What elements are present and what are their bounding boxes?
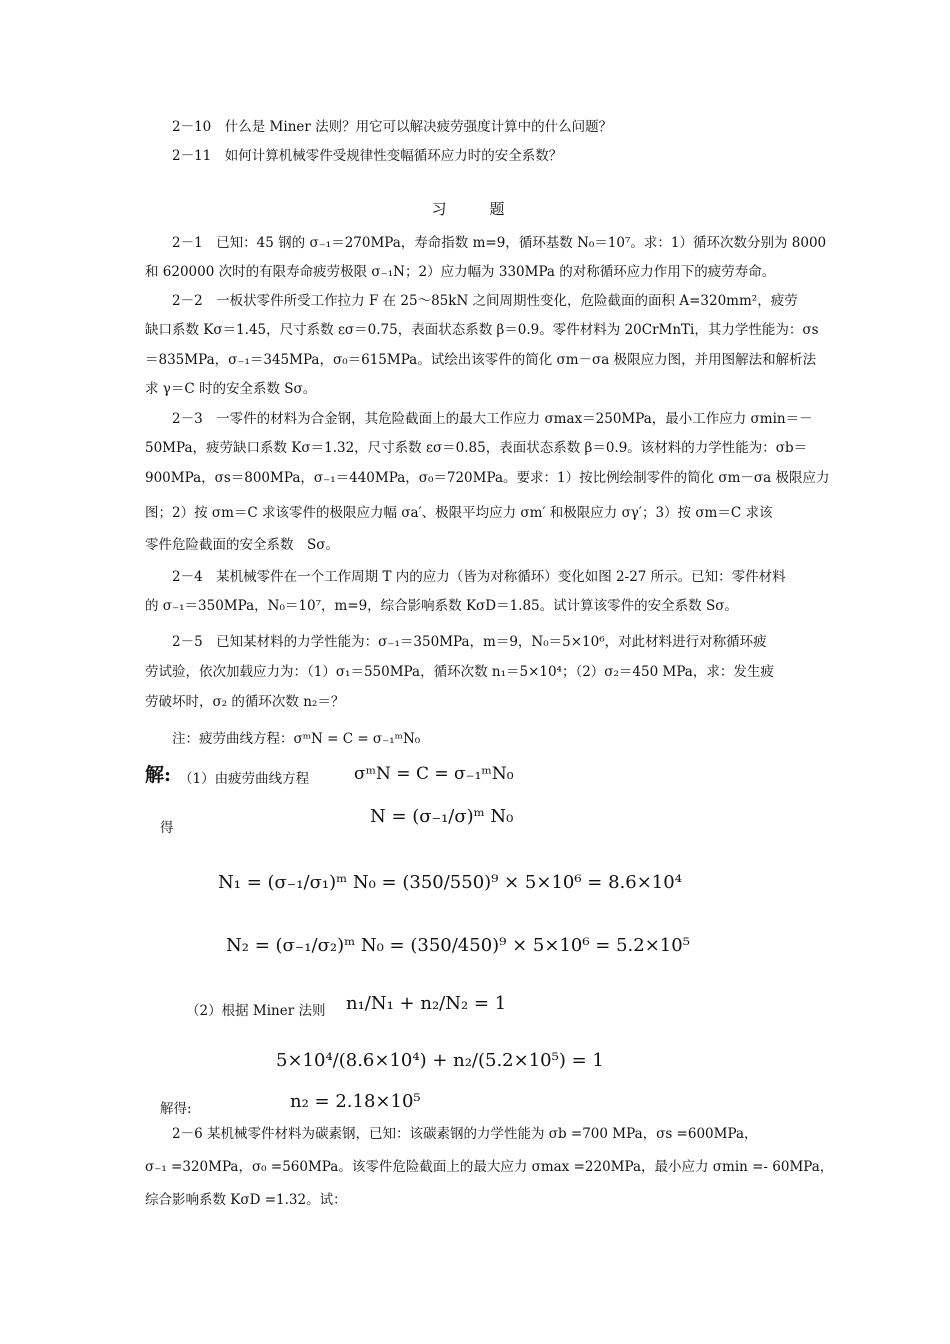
- section-title: 习 题: [431, 200, 519, 218]
- problem-2-6-line: σ₋₁ =320MPa，σ₀ =560MPa。该零件危险截面上的最大应力 σmax =220MPa，最小应力 σmin =- 60MPa，: [145, 1159, 834, 1175]
- problem-2-2-line: 缺口系数 Kσ＝1.45，尺寸系数 εσ＝0.75，表面状态系数 β＝0.9。零件材料为 20CrMnTi，其力学性能为：σs: [145, 322, 819, 338]
- problem-2-3-line: 零件危险截面的安全系数 Sσ。: [145, 537, 339, 553]
- derive-label: 得: [160, 820, 174, 836]
- problem-2-2-line: 2－2 一板状零件所受工作拉力 F 在 25～85kN 之间周期性变化，危险截面的面积 A=320mm²，疲劳: [172, 293, 798, 309]
- problem-2-2-line: ＝835MPa，σ₋₁＝345MPa，σ₀＝615MPa。试绘出该零件的简化 σm－σa 极限应力图，并用图解法和解析法: [145, 352, 817, 368]
- problem-2-1-line: 2－1 已知：45 钢的 σ₋₁＝270MPa，寿命指数 m=9，循环基数 N₀＝10⁷。求：1）循环次数分别为 8000: [172, 235, 827, 251]
- equation-substitution: 5×10⁴/(8.6×10⁴) + n₂/(5.2×10⁵) = 1: [276, 1050, 604, 1071]
- question-2-10: 2－10 什么是 Miner 法则？用它可以解决疲劳强度计算中的什么问题？: [172, 119, 613, 135]
- step-2-label: （2）根据 Miner 法则: [186, 1003, 326, 1019]
- problem-2-3-line: 900MPa，σs＝800MPa，σ₋₁＝440MPa，σ₀＝720MPa。要求：1）按比例绘制零件的简化 σm－σa 极限应力: [145, 470, 830, 486]
- step-1-label: （1）由疲劳曲线方程: [179, 771, 310, 787]
- problem-2-2-line: 求 γ＝C 时的安全系数 Sσ。: [145, 381, 317, 397]
- solve-label: 解得:: [160, 1101, 192, 1117]
- problem-2-5-line: 2－5 已知某材料的力学性能为：σ₋₁＝350MPa，m＝9，N₀＝5×10⁶，对此材料进行对称循环疲: [172, 634, 767, 650]
- equation-n2-result: n₂ = 2.18×10⁵: [290, 1091, 421, 1112]
- equation-fatigue-curve: σᵐN = C = σ₋₁ᵐN₀: [354, 764, 514, 784]
- problem-2-6-line: 综合影响系数 KσD =1.32。试：: [145, 1192, 347, 1208]
- equation-miner-rule: n₁/N₁ + n₂/N₂ = 1: [346, 993, 507, 1014]
- problem-2-4-line: 2－4 某机械零件在一个工作周期 T 内的应力（皆为对称循环）变化如图 2-27 所示。已知：零件材料: [172, 569, 786, 585]
- problem-2-3-line: 图；2）按 σm＝C 求该零件的极限应力幅 σa′、极限平均应力 σm′ 和极限应力 σγ′；3）按 σm＝C 求该: [145, 505, 773, 521]
- solution-label: 解:: [145, 764, 172, 786]
- equation-N: N = (σ₋₁/σ)ᵐ N₀: [370, 806, 514, 827]
- problem-2-3-line: 50MPa，疲劳缺口系数 Kσ＝1.32，尺寸系数 εσ＝0.85，表面状态系数 β＝0.9。该材料的力学性能为：σb＝: [145, 440, 808, 456]
- fatigue-curve-note: 注：疲劳曲线方程：σᵐN = C = σ₋₁ᵐN₀: [172, 731, 421, 747]
- problem-2-6-line: 2－6 某机械零件材料为碳素钢，已知：该碳素钢的力学性能为 σb =700 MPa，σs =600MPa，: [172, 1126, 758, 1142]
- equation-N1: N₁ = (σ₋₁/σ₁)ᵐ N₀ = (350/550)⁹ × 5×10⁶ = 8.6×10⁴: [218, 872, 682, 893]
- problem-2-5-line: 劳破坏时，σ₂ 的循环次数 n₂＝？: [145, 694, 345, 710]
- question-2-11: 2－11 如何计算机械零件受规律性变幅循环应力时的安全系数？: [172, 148, 563, 164]
- problem-2-4-line: 的 σ₋₁＝350MPa，N₀＝10⁷，m=9，综合影响系数 KσD＝1.85。试计算该零件的安全系数 Sσ。: [145, 598, 738, 614]
- problem-2-1-line: 和 620000 次时的有限寿命疲劳极限 σ₋₁N；2）应力幅为 330MPa 的对称循环应力作用下的疲劳寿命。: [145, 264, 776, 280]
- problem-2-3-line: 2－3 一零件的材料为合金钢，其危险截面上的最大工作应力 σmax＝250MPa，最小工作应力 σmin＝－: [172, 411, 813, 427]
- equation-N2: N₂ = (σ₋₁/σ₂)ᵐ N₀ = (350/450)⁹ × 5×10⁶ = 5.2×10⁵: [226, 935, 690, 956]
- problem-2-5-line: 劳试验，依次加载应力为：（1）σ₁＝550MPa，循环次数 n₁＝5×10⁴；（2）σ₂＝450 MPa，求：发生疲: [145, 664, 774, 680]
